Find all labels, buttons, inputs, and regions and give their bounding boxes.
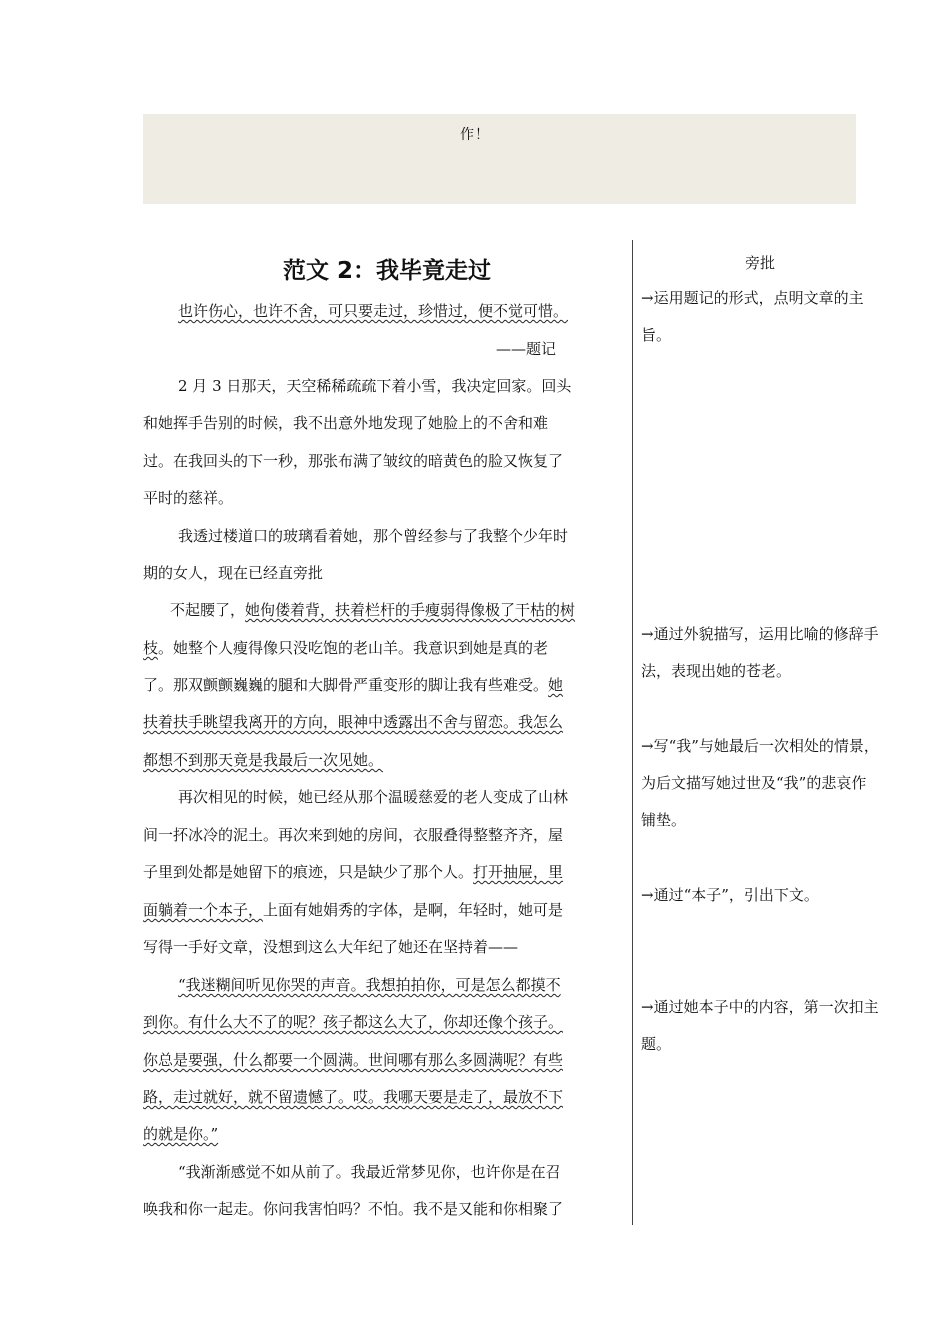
text-line [143,900,563,920]
wavy-underlined-text: 你总是要强，什么都要一个圆满。世间哪有那么多圆满呢？有些 [143,1051,564,1069]
text-segment: 不起腰了， [170,601,246,619]
side-note: →写“我”与她最后一次相处的情景，为后文描写她过世及“我”的悲哀作铺垫。 [641,737,879,829]
text-line: 间一抔冰冷的泥土。再次来到她的房间，衣服叠得整整齐齐，屋 [143,826,564,844]
epigraph: 也许伤心，也许不舍，可只要走过，珍惜过，便不觉可惜。 [178,302,569,320]
article-title: 范文 2：我毕竟走过 [282,258,491,284]
text-line: 2 月 3 日那天，天空稀稀疏疏下着小雪，我决定回家。回头 [178,377,572,395]
wavy-underlined-text: 扶着扶手眺望我离开的方向，眼神中透露出不舍与留恋。我怎么 [143,713,564,731]
wavy-underlined-text: “我迷糊间听见你哭的声音。我想拍拍你，可是怎么都摸不 [178,976,561,994]
wavy-underlined-text: 她佝偻着背，扶着栏杆的手瘦弱得像极了干枯的树 [245,601,576,619]
side-note: →通过“本子”，引出下文。 [641,886,819,904]
text-line: 过。在我回头的下一秒，那张布满了皱纹的暗黄色的脸又恢复了 [143,452,564,470]
side-note: →通过她本子中的内容，第一次扣主题。 [641,998,879,1053]
text-line: 和她挥手告别的时候，我不出意外地发现了她脸上的不舍和难 [143,414,549,432]
epigraph-source: ——题记 [496,340,557,358]
text-line: “我渐渐感觉不如从前了。我最近常梦见你，也许你是在召 [178,1163,561,1181]
text-line: 写得一手好文章，没想到这么大年纪了她还在坚持着—— [143,938,519,956]
wavy-underlined-text: 枝 [143,639,159,657]
side-note: →通过外貌描写，运用比喻的修辞手法，表现出她的苍老。 [641,625,879,680]
banner-text: 作！ [460,127,490,143]
wavy-underlined-text: 的就是你。” [143,1125,219,1143]
wavy-underlined-text: 打开抽屉，里 [473,863,564,881]
text-line [143,862,563,882]
wavy-underlined-text: 到你。有什么大不了的呢？孩子都这么大了，你却还像个孩子。 [143,1013,564,1031]
text-segment: 了。那双颤颤巍巍的腿和大脚骨严重变形的脚让我有些难受。 [143,676,549,694]
wavy-underlined-text: 她 [548,676,564,694]
text-segment: 上面有她娟秀的字体，是啊，年轻时，她可是 [263,901,564,919]
column-divider [632,240,633,1225]
text-line [170,600,575,620]
text-line: 期的女人，现在已经直旁批 [143,564,324,582]
wavy-underlined-text: 面躺着一个本子， [143,901,264,919]
text-line: 再次相见的时候，她已经从那个温暖慈爱的老人变成了山林 [178,788,569,806]
text-line: 平时的慈祥。 [143,489,234,507]
text-line: 唤我和你一起走。你问我害怕吗？不怕。我不是又能和你相聚了 [143,1200,564,1218]
wavy-underlined-text: 都想不到那天竟是我最后一次见她。 [143,751,384,769]
side-note: →运用题记的形式，点明文章的主旨。 [641,289,864,344]
wavy-underlined-text: 路，走过就好，就不留遗憾了。哎。我哪天要是走了，最放不下 [143,1088,564,1106]
text-segment: 。她整个人瘦得像只没吃饱的老山羊。我意识到她是真的老 [158,639,549,657]
text-line [143,638,548,658]
text-segment: 子里到处都是她留下的痕迹，只是缺少了那个人。 [143,863,474,881]
sidebar-heading: 旁批 [744,254,775,272]
text-line: 我透过楼道口的玻璃看着她，那个曾经参与了我整个少年时 [178,527,569,545]
text-line [143,675,563,695]
